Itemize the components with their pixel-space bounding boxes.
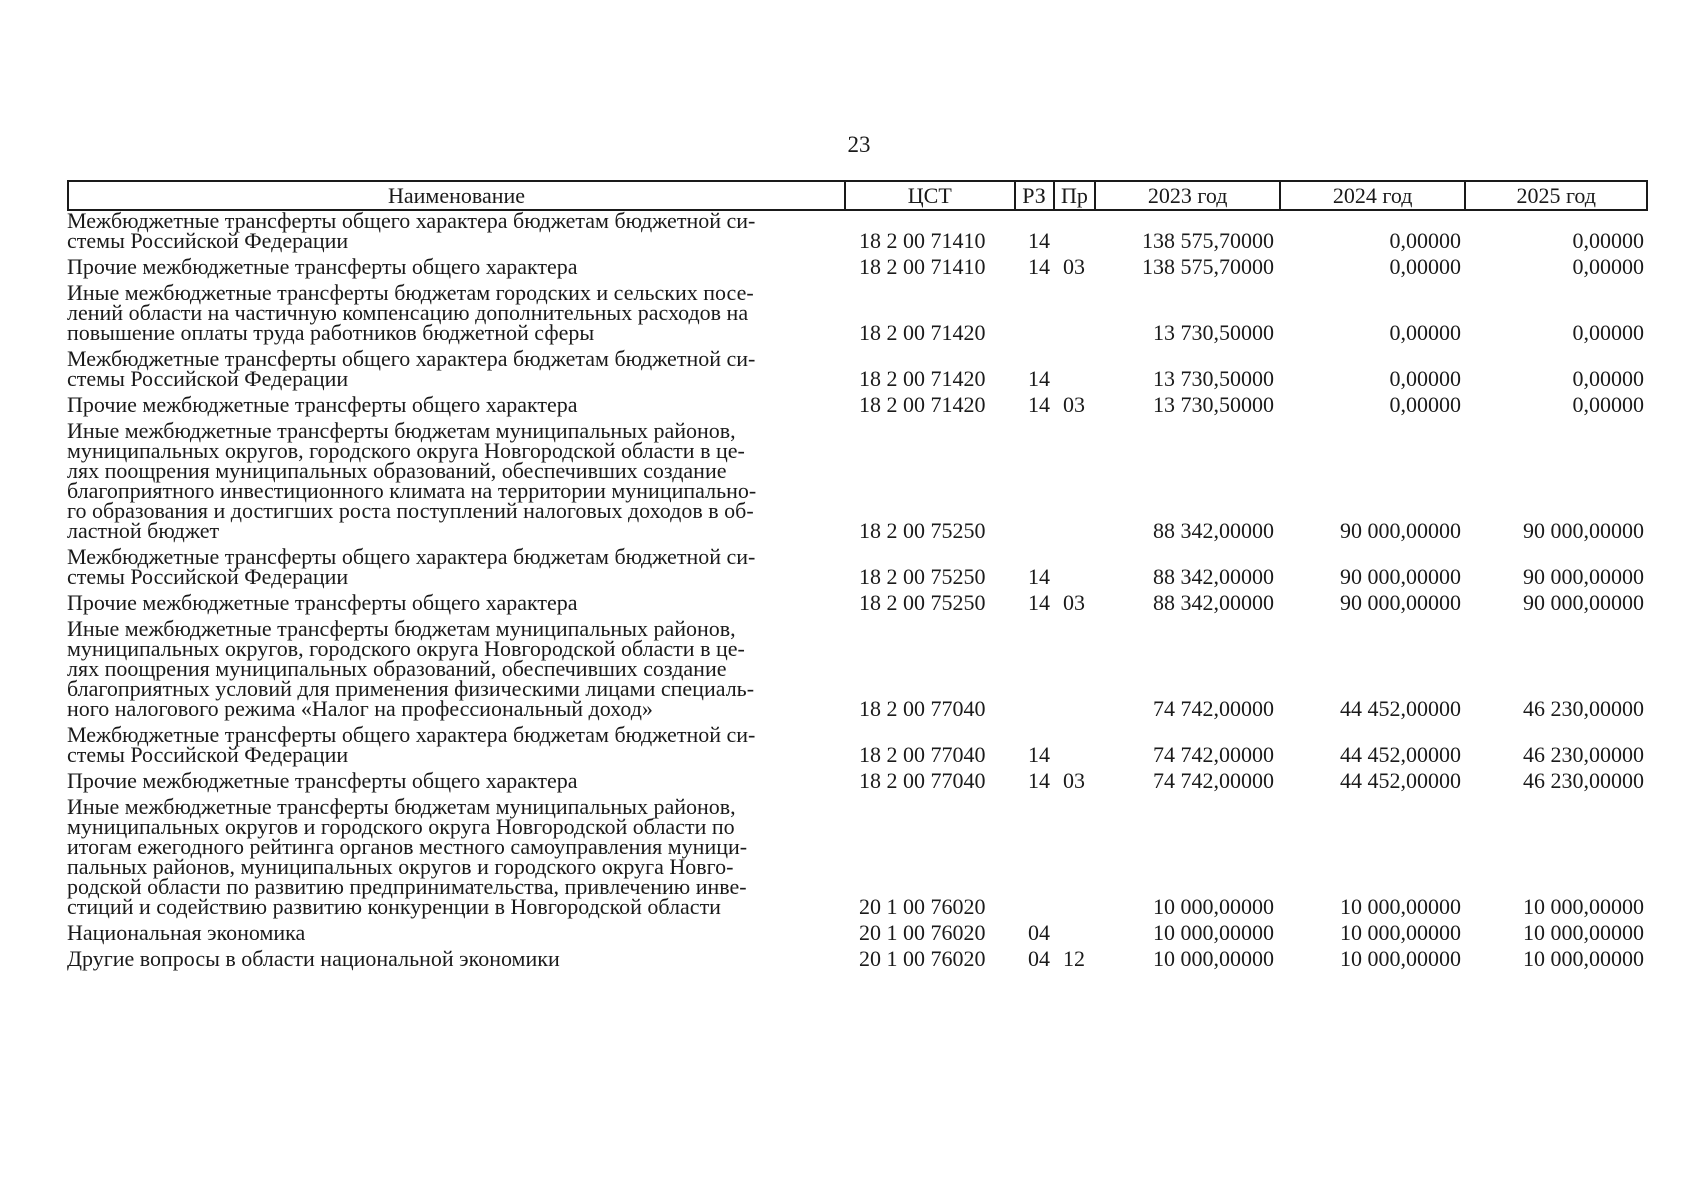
row-name-line: пальных районов, муниципальных округов и городского округа Новго- — [67, 854, 734, 879]
row-name-line: стиций и содействию развитию конкуренции в Новгородской области — [67, 894, 721, 919]
table-row — [67, 254, 1648, 279]
header-cst: ЦСТ — [846, 182, 1016, 209]
row-cst: 20 1 00 76020 — [859, 920, 986, 945]
row-name — [67, 590, 846, 615]
row-2024-value: 0,00000 — [1389, 228, 1461, 253]
row-name-line: Прочие межбюджетные трансферты общего характера — [67, 768, 578, 793]
row-2024-value: 90 000,00000 — [1340, 564, 1461, 589]
row-2025-value: 10 000,00000 — [1523, 946, 1644, 971]
row-pr: 03 — [1063, 590, 1085, 615]
row-cst: 18 2 00 77040 — [859, 696, 986, 721]
row-cst: 18 2 00 77040 — [859, 768, 986, 793]
row-name-line: муниципальных округов, городского округа Новгородской области в це- — [67, 438, 745, 463]
row-2025-value: 10 000,00000 — [1523, 920, 1644, 945]
row-2025-value: 90 000,00000 — [1523, 590, 1644, 615]
row-cst: 18 2 00 71420 — [859, 392, 986, 417]
row-2023-value: 74 742,00000 — [1153, 742, 1274, 767]
row-2025-value: 46 230,00000 — [1523, 696, 1644, 721]
row-2025-value: 90 000,00000 — [1523, 564, 1644, 589]
row-name-line: стемы Российской Федерации — [67, 564, 349, 589]
row-name — [67, 794, 846, 919]
table-row — [67, 722, 1648, 767]
row-cst: 20 1 00 76020 — [859, 946, 986, 971]
row-cst: 18 2 00 71420 — [859, 366, 986, 391]
row-name-line: благоприятного инвестиционного климата на территории муниципально- — [67, 478, 757, 503]
row-name — [67, 616, 846, 721]
row-name-line: муниципальных округов, городского округа Новгородской области в це- — [67, 636, 745, 661]
row-rz: 14 — [1028, 254, 1050, 279]
table-body — [67, 208, 1648, 975]
row-name — [67, 946, 846, 971]
row-2024-value: 90 000,00000 — [1340, 518, 1461, 543]
table-row — [67, 280, 1648, 345]
row-pr: 03 — [1063, 254, 1085, 279]
row-2024-value: 44 452,00000 — [1340, 768, 1461, 793]
row-name — [67, 208, 846, 253]
row-rz: 14 — [1028, 564, 1050, 589]
row-2024-value: 0,00000 — [1389, 366, 1461, 391]
row-2024-value: 10 000,00000 — [1340, 946, 1461, 971]
row-name-line: благоприятных условий для применения физическими лицами специаль- — [67, 676, 755, 701]
row-cst: 18 2 00 75250 — [859, 518, 986, 543]
row-name-line: го образования и достигших роста поступлений налоговых доходов в об- — [67, 498, 754, 523]
table-header — [67, 180, 1648, 211]
header-2025: 2025 год — [1516, 183, 1596, 208]
row-2024-value: 0,00000 — [1389, 320, 1461, 345]
row-name — [67, 418, 846, 543]
row-name-line: Прочие межбюджетные трансферты общего характера — [67, 392, 578, 417]
row-2024-value: 44 452,00000 — [1340, 742, 1461, 767]
row-2023-value: 10 000,00000 — [1153, 946, 1274, 971]
row-2023-value: 88 342,00000 — [1153, 590, 1274, 615]
row-name-line: стемы Российской Федерации — [67, 366, 349, 391]
table-row — [67, 346, 1648, 391]
row-name-line: ного налогового режима «Налог на профессиональный доход» — [67, 696, 653, 721]
row-pr: 03 — [1063, 768, 1085, 793]
row-cst: 18 2 00 71410 — [859, 228, 986, 253]
row-2024-value: 10 000,00000 — [1340, 920, 1461, 945]
row-name — [67, 722, 846, 767]
row-name-line: итогам ежегодного рейтинга органов местного самоуправления муници- — [67, 834, 748, 859]
row-2024-value: 90 000,00000 — [1340, 590, 1461, 615]
row-pr: 12 — [1063, 946, 1085, 971]
row-2023-value: 88 342,00000 — [1153, 564, 1274, 589]
row-name-line: ластной бюджет — [67, 518, 220, 543]
row-2023-value: 13 730,50000 — [1153, 320, 1274, 345]
row-2024-value: 0,00000 — [1389, 254, 1461, 279]
table-row — [67, 544, 1648, 589]
table-row — [67, 794, 1648, 919]
row-name-line: Прочие межбюджетные трансферты общего характера — [67, 590, 578, 615]
row-name — [67, 346, 846, 391]
row-name — [67, 254, 846, 279]
table-row — [67, 418, 1648, 543]
row-name-line: стемы Российской Федерации — [67, 228, 349, 253]
header-2023: 2023 год — [1096, 182, 1281, 209]
row-2023-value: 74 742,00000 — [1153, 696, 1274, 721]
header-name: Наименование — [69, 182, 846, 209]
row-2023-value: 13 730,50000 — [1153, 366, 1274, 391]
row-name-line: Прочие межбюджетные трансферты общего характера — [67, 254, 578, 279]
row-name-line: муниципальных округов и городского округа Новгородской области по — [67, 814, 735, 839]
row-2023-value: 13 730,50000 — [1153, 392, 1274, 417]
row-name — [67, 280, 846, 345]
row-cst: 20 1 00 76020 — [859, 894, 986, 919]
row-2025-value: 0,00000 — [1572, 320, 1644, 345]
header-rz: РЗ — [1016, 182, 1055, 209]
row-rz: 14 — [1028, 590, 1050, 615]
row-name-line: лях поощрения муниципальных образований, обеспечивших создание — [67, 656, 727, 681]
row-2023-value: 10 000,00000 — [1153, 894, 1274, 919]
row-rz: 14 — [1028, 228, 1050, 253]
row-name-line: родской области по развитию предпринимательства, привлечению инве- — [67, 874, 747, 899]
row-name-line: Другие вопросы в области национальной экономики — [67, 946, 560, 971]
row-rz: 14 — [1028, 742, 1050, 767]
row-name-line: Иные межбюджетные трансферты бюджетам муниципальных районов, — [67, 418, 736, 443]
row-name-line: лях поощрения муниципальных образований, обеспечивших создание — [67, 458, 727, 483]
row-2025-value: 0,00000 — [1572, 254, 1644, 279]
row-cst: 18 2 00 75250 — [859, 590, 986, 615]
row-2023-value: 88 342,00000 — [1153, 518, 1274, 543]
table-row — [67, 590, 1648, 615]
row-name-line: повышение оплаты труда работников бюджетной сферы — [67, 320, 595, 345]
row-cst: 18 2 00 71420 — [859, 320, 986, 345]
row-name-line: Национальная экономика — [67, 920, 306, 945]
row-name-line: Межбюджетные трансферты общего характера бюджетам бюджетной си- — [67, 208, 756, 233]
row-2025-value: 46 230,00000 — [1523, 742, 1644, 767]
row-name-line: Иные межбюджетные трансферты бюджетам муниципальных районов, — [67, 616, 736, 641]
row-rz: 14 — [1028, 366, 1050, 391]
row-2023-value: 138 575,70000 — [1142, 254, 1274, 279]
row-2024-value: 0,00000 — [1389, 392, 1461, 417]
row-name — [67, 920, 846, 945]
row-2023-value: 74 742,00000 — [1153, 768, 1274, 793]
row-cst: 18 2 00 71410 — [859, 254, 986, 279]
row-2024-value: 10 000,00000 — [1340, 894, 1461, 919]
table-row — [67, 208, 1648, 253]
row-name — [67, 768, 846, 793]
row-name-line: лений области на частичную компенсацию дополнительных расходов на — [67, 300, 749, 325]
row-name-line: Межбюджетные трансферты общего характера бюджетам бюджетной си- — [67, 722, 756, 747]
table-row — [67, 768, 1648, 793]
row-name-line: Межбюджетные трансферты общего характера бюджетам бюджетной си- — [67, 346, 756, 371]
row-2025-value: 90 000,00000 — [1523, 518, 1644, 543]
row-2025-value: 10 000,00000 — [1523, 894, 1644, 919]
header-pr: Пр — [1055, 182, 1097, 209]
row-name-line: Межбюджетные трансферты общего характера бюджетам бюджетной си- — [67, 544, 756, 569]
page-number: 23 — [847, 132, 871, 157]
row-cst: 18 2 00 75250 — [859, 564, 986, 589]
row-rz: 14 — [1028, 768, 1050, 793]
row-rz: 04 — [1028, 920, 1050, 945]
row-name — [67, 544, 846, 589]
row-2024-value: 44 452,00000 — [1340, 696, 1461, 721]
row-cst: 18 2 00 77040 — [859, 742, 986, 767]
row-2025-value: 0,00000 — [1572, 366, 1644, 391]
table-row — [67, 392, 1648, 417]
row-2025-value: 0,00000 — [1572, 228, 1644, 253]
row-name-line: Иные межбюджетные трансферты бюджетам муниципальных районов, — [67, 794, 736, 819]
row-rz: 14 — [1028, 392, 1050, 417]
header-2024: 2024 год — [1281, 182, 1467, 209]
table-row — [67, 946, 1648, 971]
row-name-line: стемы Российской Федерации — [67, 742, 349, 767]
row-2025-value: 0,00000 — [1572, 392, 1644, 417]
row-2025-value: 46 230,00000 — [1523, 768, 1644, 793]
row-name-line: Иные межбюджетные трансферты бюджетам городских и сельских посе- — [67, 280, 754, 305]
table-row — [67, 920, 1648, 945]
row-2023-value: 10 000,00000 — [1153, 920, 1274, 945]
table-row — [67, 616, 1648, 721]
row-pr: 03 — [1063, 392, 1085, 417]
row-rz: 04 — [1028, 946, 1050, 971]
row-2023-value: 138 575,70000 — [1142, 228, 1274, 253]
row-name — [67, 392, 846, 417]
